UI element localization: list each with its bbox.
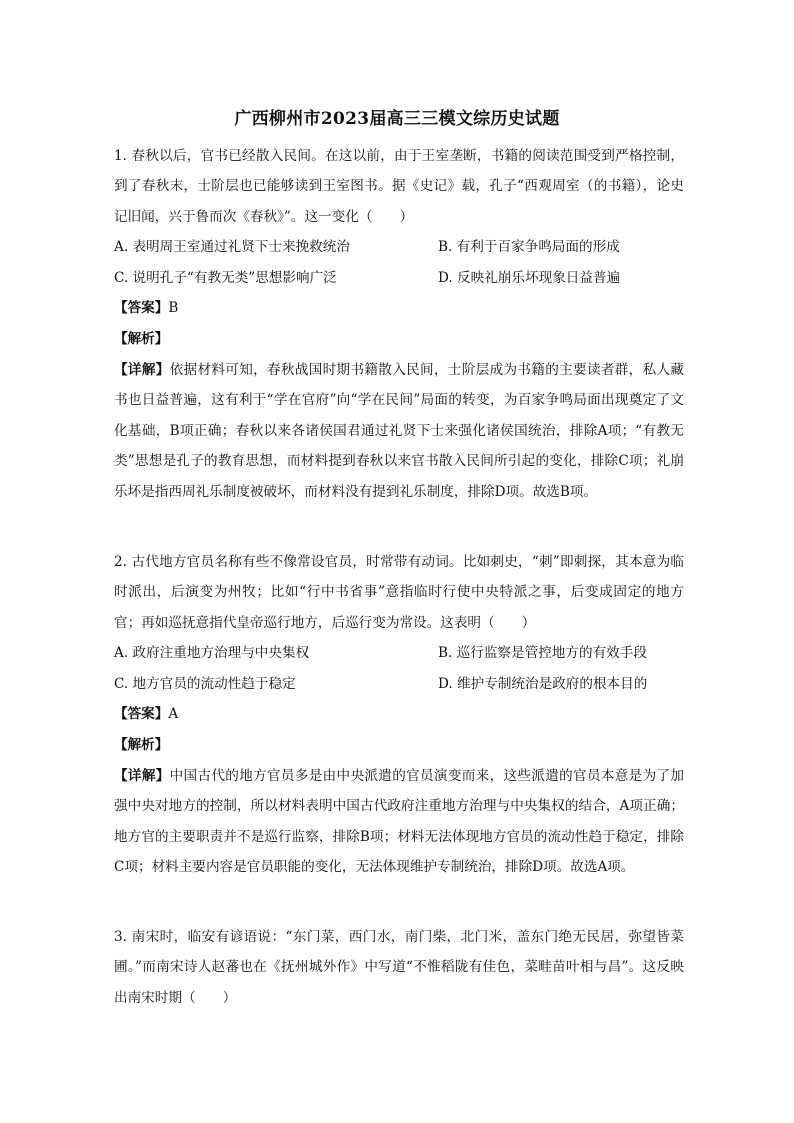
- question-2-option-d: D. 维护专制统治是政府的根本目的: [438, 676, 648, 692]
- answer-tag: 【答案】: [114, 706, 169, 722]
- question-2-stem: 2. 古代地方官员名称有些不像常设官员，时常带有动词。比如刺史，“刺”即刺探，其本意为临时派出，后演变为州牧；比如“行中书省事”意指临时行使中央特派之事，后变成固定的地方官；再如巡抚意指代皇帝巡行地方，后巡行变为常设。这表明（ ）: [114, 554, 684, 631]
- question-1-option-d: D. 反映礼崩乐坏现象日益普遍: [438, 270, 621, 286]
- question-2-analysis-tag: 【解析】: [114, 737, 169, 753]
- question-1-option-b: B. 有利于百家争鸣局面的形成: [438, 239, 620, 255]
- question-1-answer: [114, 298, 178, 318]
- detail-text: 依据材料可知，春秋战国时期书籍散入民间，士阶层成为书籍的主要读者群，私人藏书也日益普遍，这有利于“学在官府”向“学在民间”局面的转变，为百家争鸣局面出现奠定了文化基础，B项正确；春秋以来各诸侯国君通过礼贤下士来强化诸侯国统治，排除A项；“有教无类”思想是孔子的教育思想，而材料提到春秋以来官书散入民间所引起的变化，排除C项；礼崩乐坏是指西周礼乐制度被破坏，而材料没有提到礼乐制度，排除D项。故选B项。: [114, 362, 684, 500]
- question-2-detail: [114, 761, 684, 883]
- question-1-option-a: A. 表明周王室通过礼贤下士来挽救统治: [114, 239, 350, 255]
- question-2-option-b: B. 巡行监察是管控地方的有效手段: [438, 645, 647, 661]
- question-2-option-c: C. 地方官员的流动性趋于稳定: [114, 676, 296, 692]
- page-title: 广西柳州市2023届高三三模文综历史试题: [234, 109, 560, 129]
- question-1-analysis-tag: 【解析】: [114, 331, 169, 347]
- question-2-option-a: A. 政府注重地方治理与中央集权: [114, 645, 310, 661]
- detail-text: 中国古代的地方官员多是由中央派遣的官员演变而来，这些派遣的官员本意是为了加强中央对地方的控制，所以材料表明中国古代政府注重地方治理与中央集权的结合，A项正确；地方官的主要职责并不是巡行监察，排除B项；材料无法体现地方官员的流动性趋于稳定，排除C项；材料主要内容是官员职能的变化，无法体现维护专制统治，排除D项。故选A项。: [114, 768, 684, 876]
- answer-value: A: [168, 706, 179, 722]
- question-3-stem: 3. 南宋时，临安有谚语说：“东门菜，西门水，南门柴，北门米，盖东门绝无民居，弥望皆菜圃。”而南宋诗人赵蕃也在《抚州城外作》中写道“不惟稻陇有佳色，菜畦苗叶相与昌”。这反映出南宋时期（ ）: [114, 929, 684, 1006]
- answer-tag: 【答案】: [114, 300, 169, 316]
- question-1-detail: [114, 355, 684, 507]
- question-2-answer: [114, 704, 178, 724]
- question-1-option-c: C. 说明孔子“有教无类”思想影响广泛: [114, 270, 337, 286]
- detail-tag: 【详解】: [114, 768, 170, 784]
- question-1-stem: 1. 春秋以后，官书已经散入民间。在这以前，由于王室垄断，书籍的阅读范围受到严格控制，到了春秋末，士阶层也已能够读到王室图书。据《史记》载，孔子“西观周室（的书籍），论史记旧闻，兴于鲁而次《春秋》”。这一变化（ ）: [114, 148, 684, 225]
- answer-value: B: [168, 300, 179, 316]
- detail-tag: 【详解】: [114, 362, 170, 378]
